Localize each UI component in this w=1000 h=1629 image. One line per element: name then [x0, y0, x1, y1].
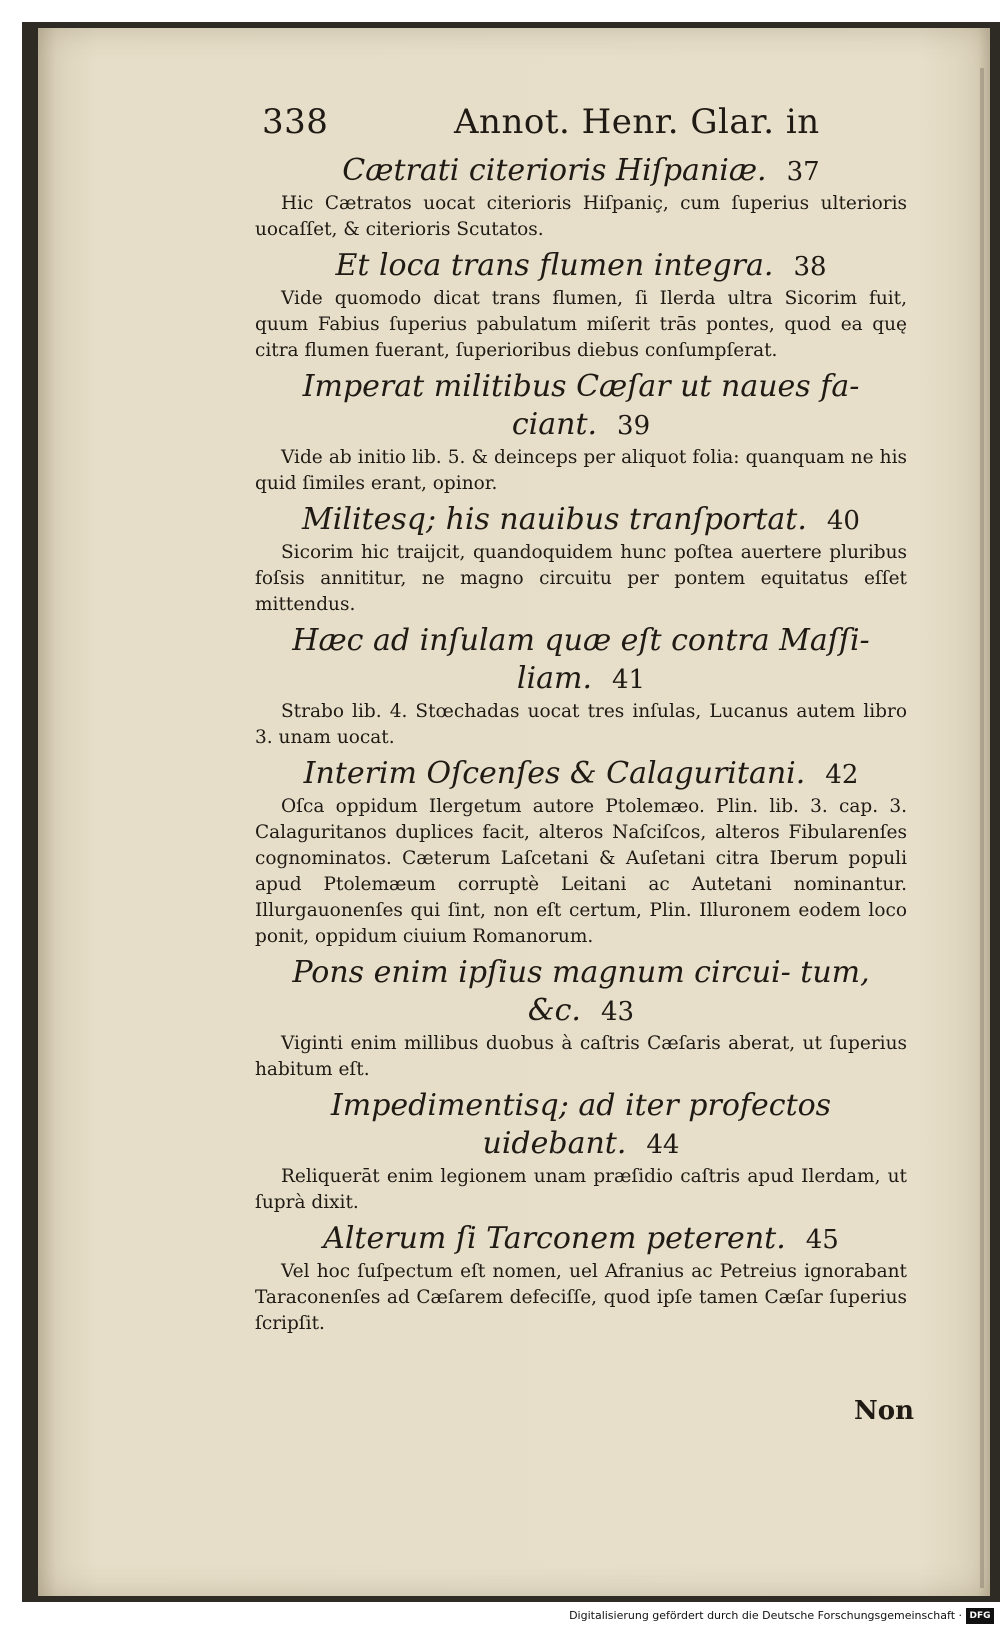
- lemma: Interim Oſcenſes & Calaguritani. 42: [303, 756, 859, 791]
- annotation-text: Reliquerāt enim legionem unam præſidio caſtris apud Ilerdam, ut ſuprà dixit.: [255, 1166, 907, 1213]
- annotation-text: Vide quomodo dicat trans flumen, ſi Ilerda ultra Sicorim fuit, quum Fabius ſuperius pabulatum miſerit trās pontes, quod ea quę citra flumen fuerant, ſuperioribus diebus conſumpſerat.: [255, 288, 907, 361]
- lemma-number: 37: [786, 157, 820, 187]
- lemma: Cætrati citerioris Hiſpaniæ. 37: [342, 153, 820, 188]
- footer-bar: [0, 1606, 1000, 1629]
- lemma-number: 38: [793, 252, 827, 282]
- running-head: [262, 96, 902, 146]
- lemma: Hæc ad inſulam quæ eſt contra Maſſi- liam. 41: [292, 623, 870, 696]
- lemma: Alterum ſi Tarconem peterent. 45: [323, 1221, 839, 1256]
- running-title: Annot. Henr. Glar. in: [454, 102, 820, 142]
- lemma-number: 45: [805, 1225, 839, 1255]
- lemma-number: 42: [825, 760, 859, 790]
- lemma: Pons enim ipſius magnum circui- tum, &c. 43: [292, 955, 870, 1028]
- annotation-text: Viginti enim millibus duobus à caſtris Cæſaris aberat, ut ſuperius habitum eſt.: [255, 1033, 907, 1080]
- annotation-entry: [255, 152, 907, 243]
- page-edge: [980, 68, 984, 1588]
- lemma: Impedimentisq; ad iter profectos uidebant. 44: [330, 1088, 832, 1161]
- catchword: Non: [853, 1396, 914, 1426]
- page-number: 338: [262, 102, 329, 142]
- annotation-entry: [255, 368, 907, 497]
- annotation-entry: [255, 622, 907, 751]
- annotation-entry: [255, 755, 907, 950]
- lemma-number: 44: [646, 1130, 680, 1160]
- annotation-text: Vide ab initio lib. 5. & deinceps per aliquot folia: quanquam ne his quid ſimiles erant, opinor.: [255, 447, 907, 494]
- lemma-number: 39: [617, 411, 651, 441]
- lemma: Et loca trans flumen integra. 38: [335, 248, 827, 283]
- lemma: Militesq; his nauibus tranſportat. 40: [302, 502, 860, 537]
- lemma-number: 43: [600, 997, 635, 1027]
- annotation-entry: [255, 247, 907, 364]
- annotation-text: Strabo lib. 4. Stœchadas uocat tres inſulas, Lucanus autem libro 3. unam uocat.: [255, 701, 907, 748]
- annotation-entry: [255, 954, 907, 1083]
- lemma-number: 40: [826, 506, 860, 536]
- annotation-text: Hic Cætratos uocat citerioris Hiſpaniç, cum ſuperius ulterioris uocaſſet, & citerioris Scutatos.: [255, 193, 907, 240]
- annotation-text: Vel hoc ſuſpectum eſt nomen, uel Afranius ac Petreius ignorabant Taraconenſes ad Cæſarem defeciſſe, quod ipſe tamen Cæſar ſuperius ſcripſit.: [255, 1261, 907, 1334]
- lemma: Imperat militibus Cæſar ut naues fa- ciant. 39: [302, 369, 860, 442]
- annotation-text: Oſca oppidum Ilergetum autore Ptolemæo. Plin. lib. 3. cap. 3. Calaguritanos duplices facit, alteros Naſciſcos, alteros Fibularenſes cognominatos. Cæterum Laſcetani & Auſetani citra Iberum populi apud Ptolemæum corruptè Leitani ac Autetani nominantur. Illurgauonenſes qui ſint, non eſt certum, Plin. Illuronem eodem loco ponit, oppidum ciuium Romanorum.: [255, 796, 907, 947]
- lemma-number: 41: [611, 665, 646, 695]
- annotation-text: Sicorim hic traijcit, quandoquidem hunc poſtea auertere pluribus foſsis annititur, ne magno circuitu per pontem equitatus eſſet mittendus.: [255, 542, 907, 615]
- annotation-entry: [255, 1087, 907, 1216]
- annotation-list: [255, 152, 907, 1341]
- dfg-logo: DFG: [966, 1608, 994, 1624]
- funding-credit: Digitalisierung gefördert durch die Deutsche Forschungsgemeinschaft ·: [569, 1609, 962, 1622]
- annotation-entry: [255, 501, 907, 618]
- annotation-entry: [255, 1220, 907, 1337]
